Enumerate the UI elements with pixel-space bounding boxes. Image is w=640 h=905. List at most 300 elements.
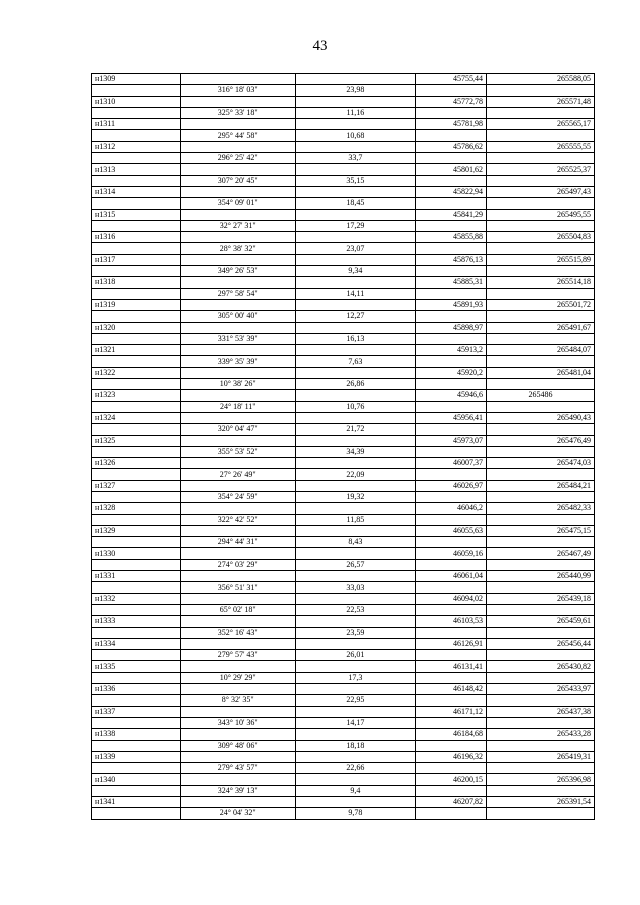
empty-cell bbox=[180, 186, 295, 197]
empty-cell bbox=[415, 537, 486, 548]
empty-cell bbox=[295, 751, 415, 762]
empty-cell bbox=[415, 107, 486, 118]
segment-distance: 22,66 bbox=[295, 763, 415, 774]
segment-direction-angle: 10° 29' 29" bbox=[180, 672, 295, 683]
segment-row bbox=[92, 627, 595, 638]
empty-cell bbox=[92, 650, 181, 661]
empty-cell bbox=[487, 107, 595, 118]
segment-distance: 10,76 bbox=[295, 401, 415, 412]
point-row bbox=[92, 322, 595, 333]
empty-cell bbox=[92, 333, 181, 344]
point-x-coordinate: 45891,93 bbox=[415, 299, 486, 310]
point-name: н1325 bbox=[92, 435, 181, 446]
point-y-coordinate: 265484,21 bbox=[487, 480, 595, 491]
empty-cell bbox=[92, 785, 181, 796]
empty-cell bbox=[415, 153, 486, 164]
empty-cell bbox=[180, 571, 295, 582]
segment-row bbox=[92, 491, 595, 502]
empty-cell bbox=[295, 209, 415, 220]
segment-row bbox=[92, 401, 595, 412]
empty-cell bbox=[295, 593, 415, 604]
point-y-coordinate: 265481,04 bbox=[487, 367, 595, 378]
segment-direction-angle: 307° 20' 45" bbox=[180, 175, 295, 186]
point-row bbox=[92, 435, 595, 446]
empty-cell bbox=[92, 401, 181, 412]
segment-direction-angle: 324° 39' 13" bbox=[180, 785, 295, 796]
empty-cell bbox=[415, 446, 486, 457]
point-row bbox=[92, 706, 595, 717]
point-name: н1339 bbox=[92, 751, 181, 762]
segment-distance: 22,53 bbox=[295, 604, 415, 615]
point-y-coordinate: 265474,03 bbox=[487, 458, 595, 469]
point-x-coordinate: 45786,62 bbox=[415, 141, 486, 152]
point-name: н1340 bbox=[92, 774, 181, 785]
point-row bbox=[92, 96, 595, 107]
point-name: н1322 bbox=[92, 367, 181, 378]
empty-cell bbox=[180, 684, 295, 695]
point-y-coordinate: 265555,55 bbox=[487, 141, 595, 152]
segment-direction-angle: 294° 44' 31" bbox=[180, 537, 295, 548]
empty-cell bbox=[487, 559, 595, 570]
point-row bbox=[92, 774, 595, 785]
empty-cell bbox=[487, 333, 595, 344]
empty-cell bbox=[487, 604, 595, 615]
empty-cell bbox=[92, 491, 181, 502]
empty-cell bbox=[92, 695, 181, 706]
point-x-coordinate: 45913,2 bbox=[415, 345, 486, 356]
empty-cell bbox=[415, 763, 486, 774]
segment-row bbox=[92, 288, 595, 299]
empty-cell bbox=[415, 130, 486, 141]
segment-row bbox=[92, 785, 595, 796]
point-x-coordinate: 45772,78 bbox=[415, 96, 486, 107]
empty-cell bbox=[180, 435, 295, 446]
segment-distance: 9,4 bbox=[295, 785, 415, 796]
empty-cell bbox=[92, 582, 181, 593]
empty-cell bbox=[92, 469, 181, 480]
segment-row bbox=[92, 717, 595, 728]
empty-cell bbox=[415, 808, 486, 819]
point-name: н1316 bbox=[92, 232, 181, 243]
segment-distance: 34,39 bbox=[295, 446, 415, 457]
empty-cell bbox=[92, 356, 181, 367]
empty-cell bbox=[415, 491, 486, 502]
empty-cell bbox=[180, 638, 295, 649]
empty-cell bbox=[295, 254, 415, 265]
empty-cell bbox=[295, 299, 415, 310]
empty-cell bbox=[92, 153, 181, 164]
segment-direction-angle: 316° 18' 03" bbox=[180, 85, 295, 96]
segment-direction-angle: 343° 10' 36" bbox=[180, 717, 295, 728]
segment-direction-angle: 10° 38' 26" bbox=[180, 379, 295, 390]
segment-row bbox=[92, 559, 595, 570]
point-x-coordinate: 46207,82 bbox=[415, 797, 486, 808]
point-y-coordinate: 265475,15 bbox=[487, 525, 595, 536]
page-number: 43 bbox=[312, 38, 328, 54]
empty-cell bbox=[487, 469, 595, 480]
empty-cell bbox=[295, 774, 415, 785]
segment-distance: 22,09 bbox=[295, 469, 415, 480]
point-x-coordinate: 45946,6 bbox=[415, 390, 486, 401]
empty-cell bbox=[487, 491, 595, 502]
point-y-coordinate: 265501,72 bbox=[487, 299, 595, 310]
segment-row bbox=[92, 333, 595, 344]
point-row bbox=[92, 367, 595, 378]
segment-row bbox=[92, 650, 595, 661]
empty-cell bbox=[487, 717, 595, 728]
point-x-coordinate: 45855,88 bbox=[415, 232, 486, 243]
empty-cell bbox=[92, 627, 181, 638]
empty-cell bbox=[180, 729, 295, 740]
empty-cell bbox=[415, 559, 486, 570]
empty-cell bbox=[487, 311, 595, 322]
point-name: н1335 bbox=[92, 661, 181, 672]
segment-direction-angle: 32° 27' 31" bbox=[180, 220, 295, 231]
point-y-coordinate: 265456,44 bbox=[487, 638, 595, 649]
segment-row bbox=[92, 356, 595, 367]
point-y-coordinate: 265396,98 bbox=[487, 774, 595, 785]
point-x-coordinate: 46026,97 bbox=[415, 480, 486, 491]
point-x-coordinate: 46200,15 bbox=[415, 774, 486, 785]
point-y-coordinate: 265440,99 bbox=[487, 571, 595, 582]
point-name: н1332 bbox=[92, 593, 181, 604]
empty-cell bbox=[487, 627, 595, 638]
empty-cell bbox=[415, 650, 486, 661]
empty-cell bbox=[415, 582, 486, 593]
empty-cell bbox=[415, 469, 486, 480]
point-y-coordinate: 265476,49 bbox=[487, 435, 595, 446]
point-y-coordinate: 265588,05 bbox=[487, 74, 595, 85]
point-y-coordinate: 265484,07 bbox=[487, 345, 595, 356]
empty-cell bbox=[415, 175, 486, 186]
segment-direction-angle: 24° 04' 32" bbox=[180, 808, 295, 819]
point-y-coordinate: 265514,18 bbox=[487, 277, 595, 288]
empty-cell bbox=[295, 458, 415, 469]
point-row bbox=[92, 277, 595, 288]
empty-cell bbox=[415, 627, 486, 638]
point-x-coordinate: 46148,42 bbox=[415, 684, 486, 695]
point-x-coordinate: 46126,91 bbox=[415, 638, 486, 649]
point-row bbox=[92, 299, 595, 310]
empty-cell bbox=[415, 220, 486, 231]
segment-direction-angle: 279° 43' 57" bbox=[180, 763, 295, 774]
point-x-coordinate: 46055,63 bbox=[415, 525, 486, 536]
point-y-coordinate: 265430,82 bbox=[487, 661, 595, 672]
segment-distance: 19,32 bbox=[295, 491, 415, 502]
segment-distance: 8,43 bbox=[295, 537, 415, 548]
empty-cell bbox=[180, 299, 295, 310]
empty-cell bbox=[92, 379, 181, 390]
empty-cell bbox=[295, 638, 415, 649]
point-x-coordinate: 46059,16 bbox=[415, 548, 486, 559]
empty-cell bbox=[92, 446, 181, 457]
empty-cell bbox=[92, 220, 181, 231]
point-row bbox=[92, 74, 595, 85]
segment-row bbox=[92, 514, 595, 525]
point-name: н1324 bbox=[92, 412, 181, 423]
point-name: н1330 bbox=[92, 548, 181, 559]
segment-distance: 26,86 bbox=[295, 379, 415, 390]
point-x-coordinate: 45801,62 bbox=[415, 164, 486, 175]
point-y-coordinate: 265491,67 bbox=[487, 322, 595, 333]
empty-cell bbox=[487, 266, 595, 277]
segment-direction-angle: 27° 26' 49" bbox=[180, 469, 295, 480]
empty-cell bbox=[295, 390, 415, 401]
segment-row bbox=[92, 808, 595, 819]
empty-cell bbox=[415, 356, 486, 367]
point-x-coordinate: 45755,44 bbox=[415, 74, 486, 85]
empty-cell bbox=[415, 672, 486, 683]
empty-cell bbox=[92, 175, 181, 186]
empty-cell bbox=[295, 435, 415, 446]
empty-cell bbox=[180, 277, 295, 288]
point-row bbox=[92, 797, 595, 808]
segment-distance: 7,63 bbox=[295, 356, 415, 367]
empty-cell bbox=[295, 412, 415, 423]
point-name: н1336 bbox=[92, 684, 181, 695]
empty-cell bbox=[487, 130, 595, 141]
segment-row bbox=[92, 672, 595, 683]
segment-row bbox=[92, 130, 595, 141]
empty-cell bbox=[295, 571, 415, 582]
empty-cell bbox=[180, 119, 295, 130]
empty-cell bbox=[487, 537, 595, 548]
empty-cell bbox=[295, 367, 415, 378]
segment-row bbox=[92, 175, 595, 186]
segment-direction-angle: 349° 26' 53" bbox=[180, 266, 295, 277]
segment-direction-angle: 354° 09' 01" bbox=[180, 198, 295, 209]
empty-cell bbox=[92, 604, 181, 615]
empty-cell bbox=[295, 74, 415, 85]
point-name: н1310 bbox=[92, 96, 181, 107]
point-name: н1321 bbox=[92, 345, 181, 356]
empty-cell bbox=[415, 401, 486, 412]
point-name: н1318 bbox=[92, 277, 181, 288]
point-y-coordinate: 265467,49 bbox=[487, 548, 595, 559]
point-row bbox=[92, 186, 595, 197]
empty-cell bbox=[92, 537, 181, 548]
empty-cell bbox=[295, 706, 415, 717]
point-x-coordinate: 46184,68 bbox=[415, 729, 486, 740]
empty-cell bbox=[487, 808, 595, 819]
empty-cell bbox=[180, 345, 295, 356]
point-x-coordinate: 46046,2 bbox=[415, 503, 486, 514]
empty-cell bbox=[295, 661, 415, 672]
point-row bbox=[92, 412, 595, 423]
point-name: н1331 bbox=[92, 571, 181, 582]
point-name: н1323 bbox=[92, 390, 181, 401]
empty-cell bbox=[180, 74, 295, 85]
empty-cell bbox=[487, 650, 595, 661]
empty-cell bbox=[92, 424, 181, 435]
point-name: н1312 bbox=[92, 141, 181, 152]
empty-cell bbox=[180, 96, 295, 107]
point-y-coordinate: 265486 bbox=[487, 390, 595, 401]
empty-cell bbox=[295, 322, 415, 333]
empty-cell bbox=[487, 672, 595, 683]
point-row bbox=[92, 729, 595, 740]
segment-direction-angle: 24° 18' 11" bbox=[180, 401, 295, 412]
empty-cell bbox=[295, 480, 415, 491]
empty-cell bbox=[92, 243, 181, 254]
segment-direction-angle: 274° 03' 29" bbox=[180, 559, 295, 570]
point-y-coordinate: 265482,33 bbox=[487, 503, 595, 514]
point-row bbox=[92, 232, 595, 243]
point-x-coordinate: 46171,12 bbox=[415, 706, 486, 717]
empty-cell bbox=[180, 548, 295, 559]
empty-cell bbox=[92, 559, 181, 570]
point-y-coordinate: 265439,18 bbox=[487, 593, 595, 604]
point-name: н1337 bbox=[92, 706, 181, 717]
empty-cell bbox=[415, 85, 486, 96]
empty-cell bbox=[415, 717, 486, 728]
empty-cell bbox=[295, 503, 415, 514]
segment-direction-angle: 322° 42' 52" bbox=[180, 514, 295, 525]
point-x-coordinate: 45920,2 bbox=[415, 367, 486, 378]
segment-distance: 17,29 bbox=[295, 220, 415, 231]
empty-cell bbox=[180, 164, 295, 175]
point-row bbox=[92, 616, 595, 627]
segment-direction-angle: 354° 24' 59" bbox=[180, 491, 295, 502]
point-row bbox=[92, 571, 595, 582]
empty-cell bbox=[487, 220, 595, 231]
point-row bbox=[92, 209, 595, 220]
empty-cell bbox=[180, 525, 295, 536]
empty-cell bbox=[415, 311, 486, 322]
point-row bbox=[92, 458, 595, 469]
empty-cell bbox=[180, 412, 295, 423]
segment-row bbox=[92, 311, 595, 322]
empty-cell bbox=[295, 729, 415, 740]
empty-cell bbox=[92, 808, 181, 819]
segment-distance: 35,15 bbox=[295, 175, 415, 186]
point-x-coordinate: 46196,32 bbox=[415, 751, 486, 762]
empty-cell bbox=[487, 288, 595, 299]
point-x-coordinate: 46103,53 bbox=[415, 616, 486, 627]
empty-cell bbox=[180, 141, 295, 152]
empty-cell bbox=[180, 706, 295, 717]
segment-distance: 18,45 bbox=[295, 198, 415, 209]
empty-cell bbox=[92, 107, 181, 118]
point-x-coordinate: 46061,04 bbox=[415, 571, 486, 582]
segment-direction-angle: 65° 02' 18" bbox=[180, 604, 295, 615]
segment-distance: 23,07 bbox=[295, 243, 415, 254]
empty-cell bbox=[487, 198, 595, 209]
segment-row bbox=[92, 469, 595, 480]
segment-direction-angle: 339° 35' 39" bbox=[180, 356, 295, 367]
point-name: н1338 bbox=[92, 729, 181, 740]
segment-row bbox=[92, 107, 595, 118]
segment-distance: 11,16 bbox=[295, 107, 415, 118]
empty-cell bbox=[295, 548, 415, 559]
segment-distance: 23,59 bbox=[295, 627, 415, 638]
coordinates-table-body bbox=[92, 74, 595, 820]
point-name: н1313 bbox=[92, 164, 181, 175]
empty-cell bbox=[180, 209, 295, 220]
segment-distance: 11,85 bbox=[295, 514, 415, 525]
point-row bbox=[92, 141, 595, 152]
empty-cell bbox=[295, 797, 415, 808]
point-row bbox=[92, 503, 595, 514]
empty-cell bbox=[92, 763, 181, 774]
point-name: н1326 bbox=[92, 458, 181, 469]
empty-cell bbox=[92, 717, 181, 728]
point-row bbox=[92, 345, 595, 356]
empty-cell bbox=[415, 243, 486, 254]
empty-cell bbox=[487, 582, 595, 593]
empty-cell bbox=[487, 763, 595, 774]
point-name: н1341 bbox=[92, 797, 181, 808]
empty-cell bbox=[487, 424, 595, 435]
segment-distance: 14,11 bbox=[295, 288, 415, 299]
segment-row bbox=[92, 537, 595, 548]
segment-row bbox=[92, 424, 595, 435]
segment-direction-angle: 297° 58' 54" bbox=[180, 288, 295, 299]
segment-direction-angle: 356° 51' 31" bbox=[180, 582, 295, 593]
empty-cell bbox=[295, 96, 415, 107]
point-name: н1333 bbox=[92, 616, 181, 627]
segment-row bbox=[92, 243, 595, 254]
segment-direction-angle: 320° 04' 47" bbox=[180, 424, 295, 435]
point-y-coordinate: 265515,89 bbox=[487, 254, 595, 265]
point-x-coordinate: 46094,02 bbox=[415, 593, 486, 604]
point-y-coordinate: 265433,97 bbox=[487, 684, 595, 695]
empty-cell bbox=[180, 503, 295, 514]
empty-cell bbox=[415, 198, 486, 209]
point-name: н1311 bbox=[92, 119, 181, 130]
empty-cell bbox=[415, 333, 486, 344]
point-row bbox=[92, 684, 595, 695]
empty-cell bbox=[295, 684, 415, 695]
point-row bbox=[92, 164, 595, 175]
point-x-coordinate: 45822,94 bbox=[415, 186, 486, 197]
point-row bbox=[92, 525, 595, 536]
point-row bbox=[92, 593, 595, 604]
empty-cell bbox=[92, 514, 181, 525]
point-x-coordinate: 45973,07 bbox=[415, 435, 486, 446]
segment-direction-angle: 279° 57' 43" bbox=[180, 650, 295, 661]
point-x-coordinate: 45885,31 bbox=[415, 277, 486, 288]
segment-distance: 14,17 bbox=[295, 717, 415, 728]
empty-cell bbox=[415, 695, 486, 706]
segment-row bbox=[92, 198, 595, 209]
segment-distance: 12,27 bbox=[295, 311, 415, 322]
point-name: н1320 bbox=[92, 322, 181, 333]
empty-cell bbox=[487, 740, 595, 751]
segment-distance: 26,57 bbox=[295, 559, 415, 570]
segment-row bbox=[92, 695, 595, 706]
point-y-coordinate: 265437,38 bbox=[487, 706, 595, 717]
point-name: н1319 bbox=[92, 299, 181, 310]
segment-distance: 22,95 bbox=[295, 695, 415, 706]
empty-cell bbox=[415, 424, 486, 435]
empty-cell bbox=[180, 367, 295, 378]
point-row bbox=[92, 390, 595, 401]
empty-cell bbox=[92, 672, 181, 683]
segment-distance: 10,68 bbox=[295, 130, 415, 141]
segment-row bbox=[92, 266, 595, 277]
empty-cell bbox=[180, 593, 295, 604]
segment-direction-angle: 8° 32' 35" bbox=[180, 695, 295, 706]
point-y-coordinate: 265495,55 bbox=[487, 209, 595, 220]
point-row bbox=[92, 480, 595, 491]
empty-cell bbox=[180, 774, 295, 785]
empty-cell bbox=[487, 379, 595, 390]
empty-cell bbox=[180, 254, 295, 265]
segment-row bbox=[92, 153, 595, 164]
empty-cell bbox=[487, 243, 595, 254]
empty-cell bbox=[487, 85, 595, 96]
